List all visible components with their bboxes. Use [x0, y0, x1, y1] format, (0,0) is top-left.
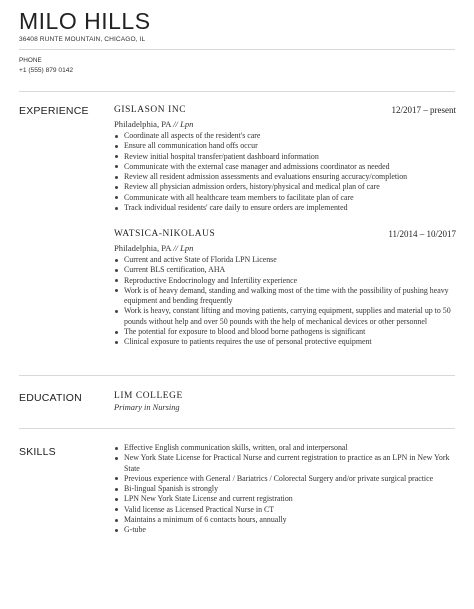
bullet-text: Review all resident admission assessments and evaluations ensuring accuracy/completion: [124, 172, 408, 182]
job-entry: [114, 105, 456, 213]
bullet-icon: [115, 331, 118, 334]
bullet-icon: [115, 519, 118, 522]
bullet-text: Review all physician admission orders, history/physical and medical plan of care: [124, 182, 380, 192]
job-bullets: [114, 131, 456, 213]
list-item: [114, 474, 456, 484]
list-item: [114, 276, 456, 286]
bullet-text: Ensure all communication hand offs occur: [124, 141, 258, 151]
list-item: [114, 306, 456, 327]
bullet-text: Review initial hospital transfer/patient dashboard information: [124, 151, 319, 161]
bullet-icon: [115, 477, 118, 480]
skill-text: Valid license as Licensed Practical Nurse in CT: [124, 504, 275, 514]
job-company: WATSICA-NIKOLAUS: [114, 229, 216, 239]
list-item: [114, 327, 456, 337]
candidate-address: 36408 RUNTE MOUNTAIN, CHICAGO, IL: [19, 36, 146, 43]
list-item: [114, 484, 456, 494]
skill-text: New York State License for Practical Nurse and current registration to practice as an LPN in New York State: [124, 453, 450, 473]
job-dates: 11/2014 – 10/2017: [388, 229, 456, 239]
list-item: [114, 193, 456, 203]
list-item: [114, 265, 456, 275]
bullet-text: Work is heavy, constant lifting and moving patients, carrying equipment, supplies and material up to 50 pounds without help and over 50 pounds with the help of mechanical devices or other personnel: [124, 306, 451, 326]
job-location: [114, 243, 456, 253]
bullet-icon: [115, 341, 118, 344]
list-item: [114, 453, 456, 474]
list-item: [114, 286, 456, 307]
bullet-text: Track individual residents' care daily to ensure orders are implemented: [124, 203, 348, 213]
list-item: [114, 152, 456, 162]
bullet-text: Communicate with all healthcare team members to facilitate plan of care: [124, 192, 354, 202]
skill-text: LPN New York State License and current registration: [124, 494, 293, 504]
bullet-icon: [115, 196, 118, 199]
list-item: [114, 162, 456, 172]
bullet-icon: [115, 176, 118, 179]
bullet-icon: [115, 529, 118, 532]
bullet-icon: [115, 135, 118, 138]
section-title-skills: SKILLS: [19, 446, 56, 458]
list-item: [114, 141, 456, 151]
list-item: [114, 494, 456, 504]
bullet-icon: [115, 155, 118, 158]
skill-text: G-tube: [124, 525, 146, 535]
bullet-icon: [115, 457, 118, 460]
contact-divider: [19, 91, 455, 92]
bullet-icon: [115, 498, 118, 501]
bullet-icon: [115, 259, 118, 262]
header-divider: [19, 49, 455, 50]
experience-divider: [19, 375, 455, 376]
bullet-icon: [115, 269, 118, 272]
education-entry: [114, 391, 456, 412]
bullet-icon: [115, 508, 118, 511]
job-dates: 12/2017 – present: [391, 105, 456, 115]
job-city: Philadelphia, PA: [114, 243, 171, 253]
job-location: [114, 119, 456, 129]
list-item: [114, 131, 456, 141]
list-item: [114, 525, 456, 535]
education-divider: [19, 428, 455, 429]
skill-text: Effective English communication skills, written, oral and interpersonal: [124, 443, 348, 452]
job-bullets: [114, 255, 456, 348]
job-separator: //: [173, 119, 178, 129]
skill-text: Maintains a minimum of 6 contacts hours, annually: [124, 515, 287, 525]
bullet-icon: [115, 186, 118, 189]
job-company: GISLASON INC: [114, 105, 187, 115]
list-item: [114, 505, 456, 515]
bullet-text: Current BLS certification, AHA: [124, 265, 226, 275]
skill-text: Bi-lingual Spanish is strongly: [124, 484, 219, 494]
list-item: [114, 182, 456, 192]
bullet-icon: [115, 207, 118, 210]
job-role: Lpn: [180, 119, 194, 129]
section-title-experience: EXPERIENCE: [19, 105, 89, 117]
bullet-icon: [115, 447, 118, 450]
bullet-text: The potential for exposure to blood and blood borne pathogens is significant: [124, 327, 366, 337]
job-city: Philadelphia, PA: [114, 119, 171, 129]
bullet-text: Work is of heavy demand, standing and walking most of the time with the possibility of pushing heavy equipment and bending frequently: [124, 285, 449, 306]
degree: Primary in Nursing: [114, 403, 180, 412]
section-title-education: EDUCATION: [19, 392, 82, 404]
skill-text: Previous experience with General / Bariatrics / Colorectal Surgery and/or private surgical practice: [124, 473, 434, 483]
bullet-text: Clinical exposure to patients requires the use of personal protective equipment: [124, 337, 372, 347]
bullet-icon: [115, 310, 118, 313]
skills-list: [114, 443, 456, 536]
list-item: [114, 172, 456, 182]
bullet-icon: [115, 488, 118, 491]
bullet-icon: [115, 289, 118, 292]
bullet-icon: [115, 145, 118, 148]
list-item: [114, 203, 456, 213]
bullet-icon: [115, 279, 118, 282]
bullet-text: Current and active State of Florida LPN License: [124, 255, 277, 264]
phone-number: +1 (555) 879 0142: [19, 67, 74, 74]
bullet-icon: [115, 165, 118, 168]
list-item: [114, 255, 456, 265]
list-item: [114, 337, 456, 347]
job-separator: //: [173, 243, 178, 253]
bullet-text: Coordinate all aspects of the resident's care: [124, 131, 261, 140]
candidate-name: MILO HILLS: [19, 8, 151, 34]
job-entry: [114, 229, 456, 348]
school-name: LIM COLLEGE: [114, 391, 183, 401]
bullet-text: Reproductive Endocrinology and Infertility experience: [124, 275, 298, 285]
phone-label: PHONE: [19, 57, 42, 64]
skills-entry: [114, 443, 456, 536]
list-item: [114, 515, 456, 525]
job-role: Lpn: [180, 243, 194, 253]
bullet-text: Communicate with the external case manager and admissions coordinator as needed: [124, 161, 390, 171]
list-item: [114, 443, 456, 453]
